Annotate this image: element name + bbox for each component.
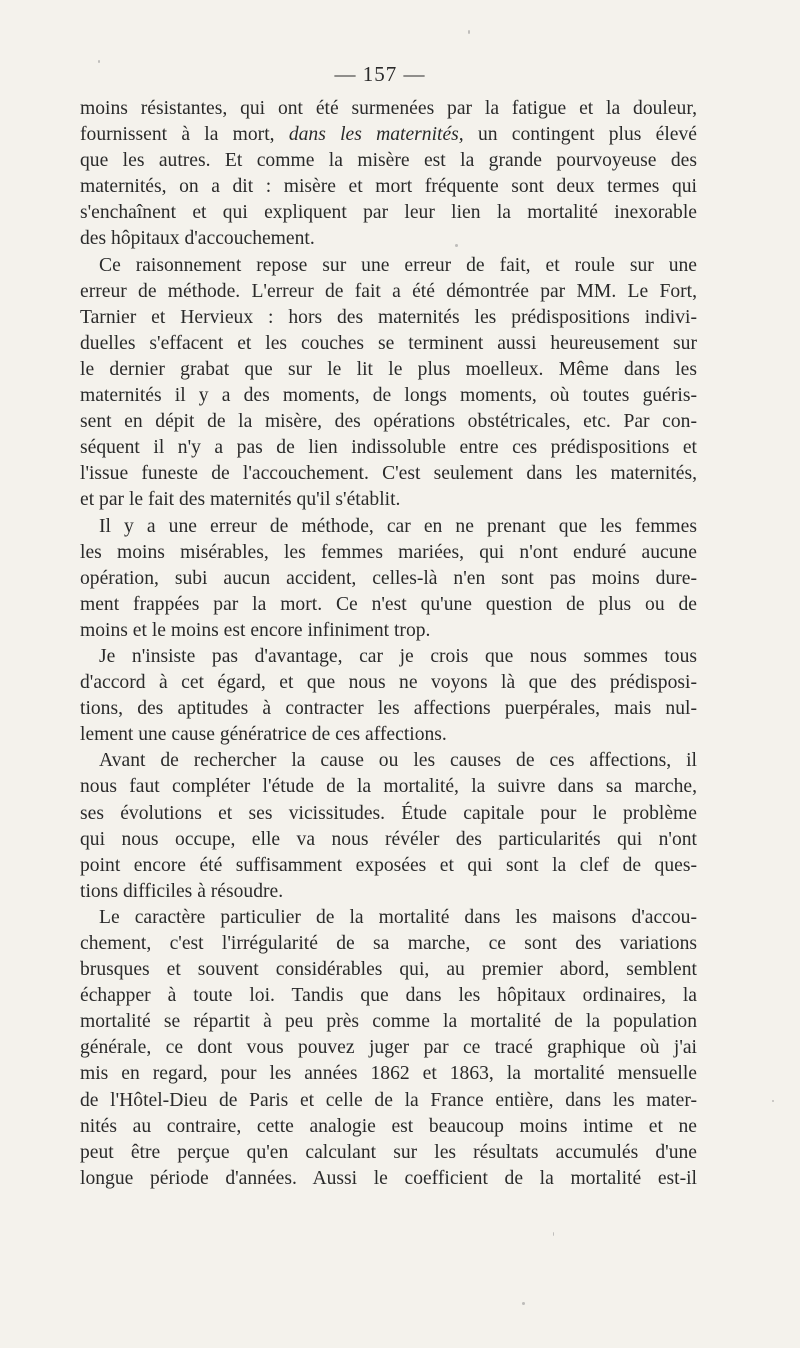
text-line: maternités il y a des moments, de longs moments, où toutes guéris- [80,385,697,407]
text-line: peut être perçue qu'en calculant sur les résultats accumulés d'une [80,1141,697,1163]
text-line: opération, subi aucun accident, celles-là n'en sont pas moins dure- [80,567,697,589]
text-line: échapper à toute loi. Tandis que dans les hôpitaux ordinaires, la [80,985,697,1007]
text-line: de l'Hôtel-Dieu de Paris et celle de la France entière, dans les mater- [80,1089,697,1111]
text-line: Tarnier et Hervieux : hors des maternités les prédispositions indivi- [80,306,697,328]
text-line: nous faut compléter l'étude de la mortalité, la suivre dans sa marche, [80,776,697,798]
text-line: sent en dépit de la misère, des opérations obstétricales, etc. Par con- [80,411,697,433]
text-line: mis en regard, pour les années 1862 et 1863, la mortalité mensuelle [80,1063,697,1085]
text-line: moins résistantes, qui ont été surmenées par la fatigue et la douleur, [80,98,697,119]
text-line: chement, c'est l'irrégularité de sa marche, ce sont des variations [80,933,697,954]
text-line: nités au contraire, cette analogie est beaucoup moins intime et ne [80,1115,697,1137]
text-line: longue période d'années. Aussi le coefficient de la mortalité est-il [80,1167,697,1189]
paper-speck [522,1302,525,1305]
text-line: erreur de méthode. L'erreur de fait a été démontrée par MM. Le Fort, [80,280,697,302]
text-line: générale, ce dont vous pouvez juger par ce tracé graphique où j'ai [80,1037,697,1059]
text-line: le dernier grabat que sur le lit le plus moelleux. Même dans les [80,358,697,380]
body-text [80,96,697,1192]
text-line: Ce raisonnement repose sur une erreur de fait, et roule sur une [99,254,697,276]
text-line: les moins misérables, les femmes mariées, qui n'ont enduré aucune [80,541,697,563]
paper-speck [772,1100,774,1102]
text-line: d'accord à cet égard, et que nous ne voyons là que des prédisposi- [80,672,697,694]
text-line: que les autres. Et comme la misère est la grande pourvoyeuse des [80,150,697,172]
text-line: ment frappées par la mort. Ce n'est qu'une question de plus ou de [80,593,697,615]
text-line: mortalité se répartit à peu près comme la mortalité de la population [80,1011,697,1033]
text-line: ses évolutions et ses vicissitudes. Étude capitale pour le problème [80,802,697,824]
text-line: qui nous occupe, elle va nous révéler des particularités qui n'ont [80,828,697,850]
paper-speck [98,60,100,63]
text-line: fournissent à la mort, dans les maternités, un contingent plus élevé [80,124,698,146]
text-line: maternités, on a dit : misère et mort fréquente sont deux termes qui [80,176,697,198]
paper-speck [455,244,458,247]
text-line: tions, des aptitudes à contracter les affections puerpérales, mais nul- [80,698,697,720]
text-line: lement une cause génératrice de ces affections. [80,724,447,746]
paper-speck [553,1232,554,1236]
text-line: moins et le moins est encore infiniment trop. [80,619,431,641]
paper-speck [468,30,470,34]
text-line: Avant de rechercher la cause ou les causes de ces affections, il [99,750,697,772]
text-line: tions difficiles à résoudre. [80,880,284,902]
text-line: séquent il n'y a pas de lien indissoluble entre ces prédispositions et [80,437,697,459]
text-line: brusques et souvent considérables qui, au premier abord, semblent [80,959,697,981]
text-line: Je n'insiste pas d'avantage, car je crois que nous sommes tous [99,645,697,667]
text-line: s'enchaînent et qui expliquent par leur lien la mortalité inexorable [80,202,697,224]
text-line: des hôpitaux d'accouchement. [80,228,315,250]
text-line: Le caractère particulier de la mortalité dans les maisons d'accou- [99,906,697,928]
text-line: point encore été suffisamment exposées et qui sont la clef de ques- [80,854,697,876]
text-line: duelles s'effacent et les couches se terminent aussi heureusement sur [80,332,697,354]
text-line: et par le fait des maternités qu'il s'établit. [80,489,401,511]
text-line: Il y a une erreur de méthode, car en ne prenant que les femmes [99,515,697,537]
text-line: l'issue funeste de l'accouchement. C'est seulement dans les maternités, [80,463,697,485]
page-number: — 157 — [334,62,426,86]
